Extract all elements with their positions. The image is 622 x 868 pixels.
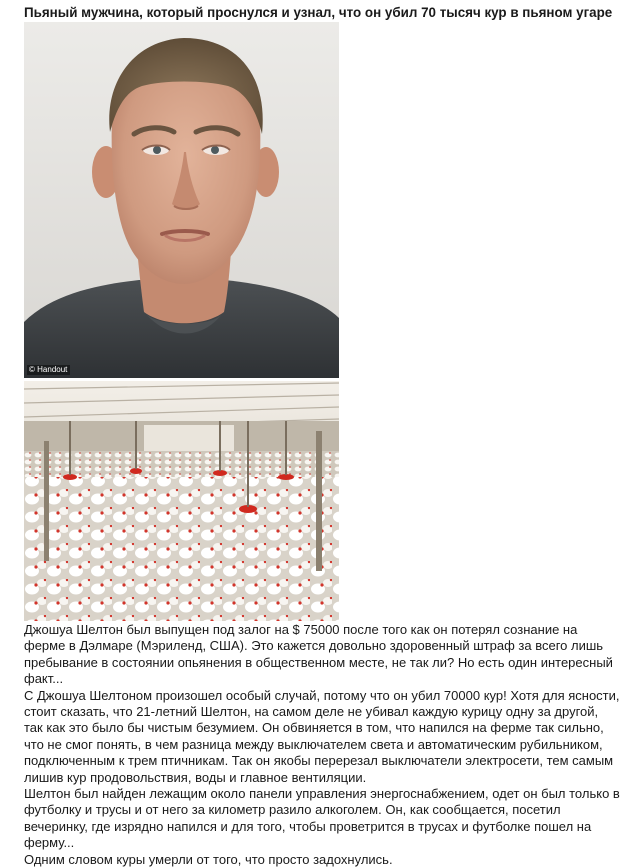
article-paragraph: С Джошуа Шелтоном произошел особый случай, потому что он убил 70000 кур! Хотя для ясности, стоит сказать, что 21-летний Шелтон, на самом деле не убивал каждую курицу одну за другой, так как это было бы чистым безумием. Он обвиняется в том, что напился на ферме так сильно, что не смог понять, в чем разница между выключателем света и автоматическим рубильником, подключенным к трем птичникам. Так он якобы перерезал выключатели электросети, тем самым лишив кур продовольствия, воды и главное вентиляции. xyxy=(24,687,620,785)
mugshot-illustration xyxy=(24,22,339,378)
article-paragraph: Джошуа Шелтон был выпущен под залог на $ 75000 после того как он потерял сознание на ферме в Дэлмаре (Мэриленд, США). Это кажется довольно здоровенный штраф за всего лишь пребывание в состоянии опьянения в общественном месте, не так ли? Но есть один интересный факт... xyxy=(24,622,613,687)
article-headline: Пьяный мужчина, который проснулся и узнал, что он убил 70 тысяч кур в пьяном угаре xyxy=(24,5,613,20)
mugshot-photo xyxy=(24,22,339,378)
article-body xyxy=(24,622,620,868)
photo-credit xyxy=(27,365,70,375)
article-paragraph: Одним словом куры умерли от того, что просто задохнулись. xyxy=(24,851,393,867)
photo-credit-text: Handout xyxy=(37,365,68,374)
article-paragraph: Шелтон был найден лежащим около панели управления энергоснабжением, одет он был только в футболку и трусы и от него за километр разило алкоголем. Он, как сообщается, посетил вечеринку, где изрядно напился и для того, чтобы проветрится в трусах и футболке пошел на ферму... xyxy=(24,786,620,851)
poultry-farm-illustration xyxy=(24,381,339,621)
poultry-farm-photo xyxy=(24,381,339,621)
photo-credit-prefix: © xyxy=(29,365,35,374)
